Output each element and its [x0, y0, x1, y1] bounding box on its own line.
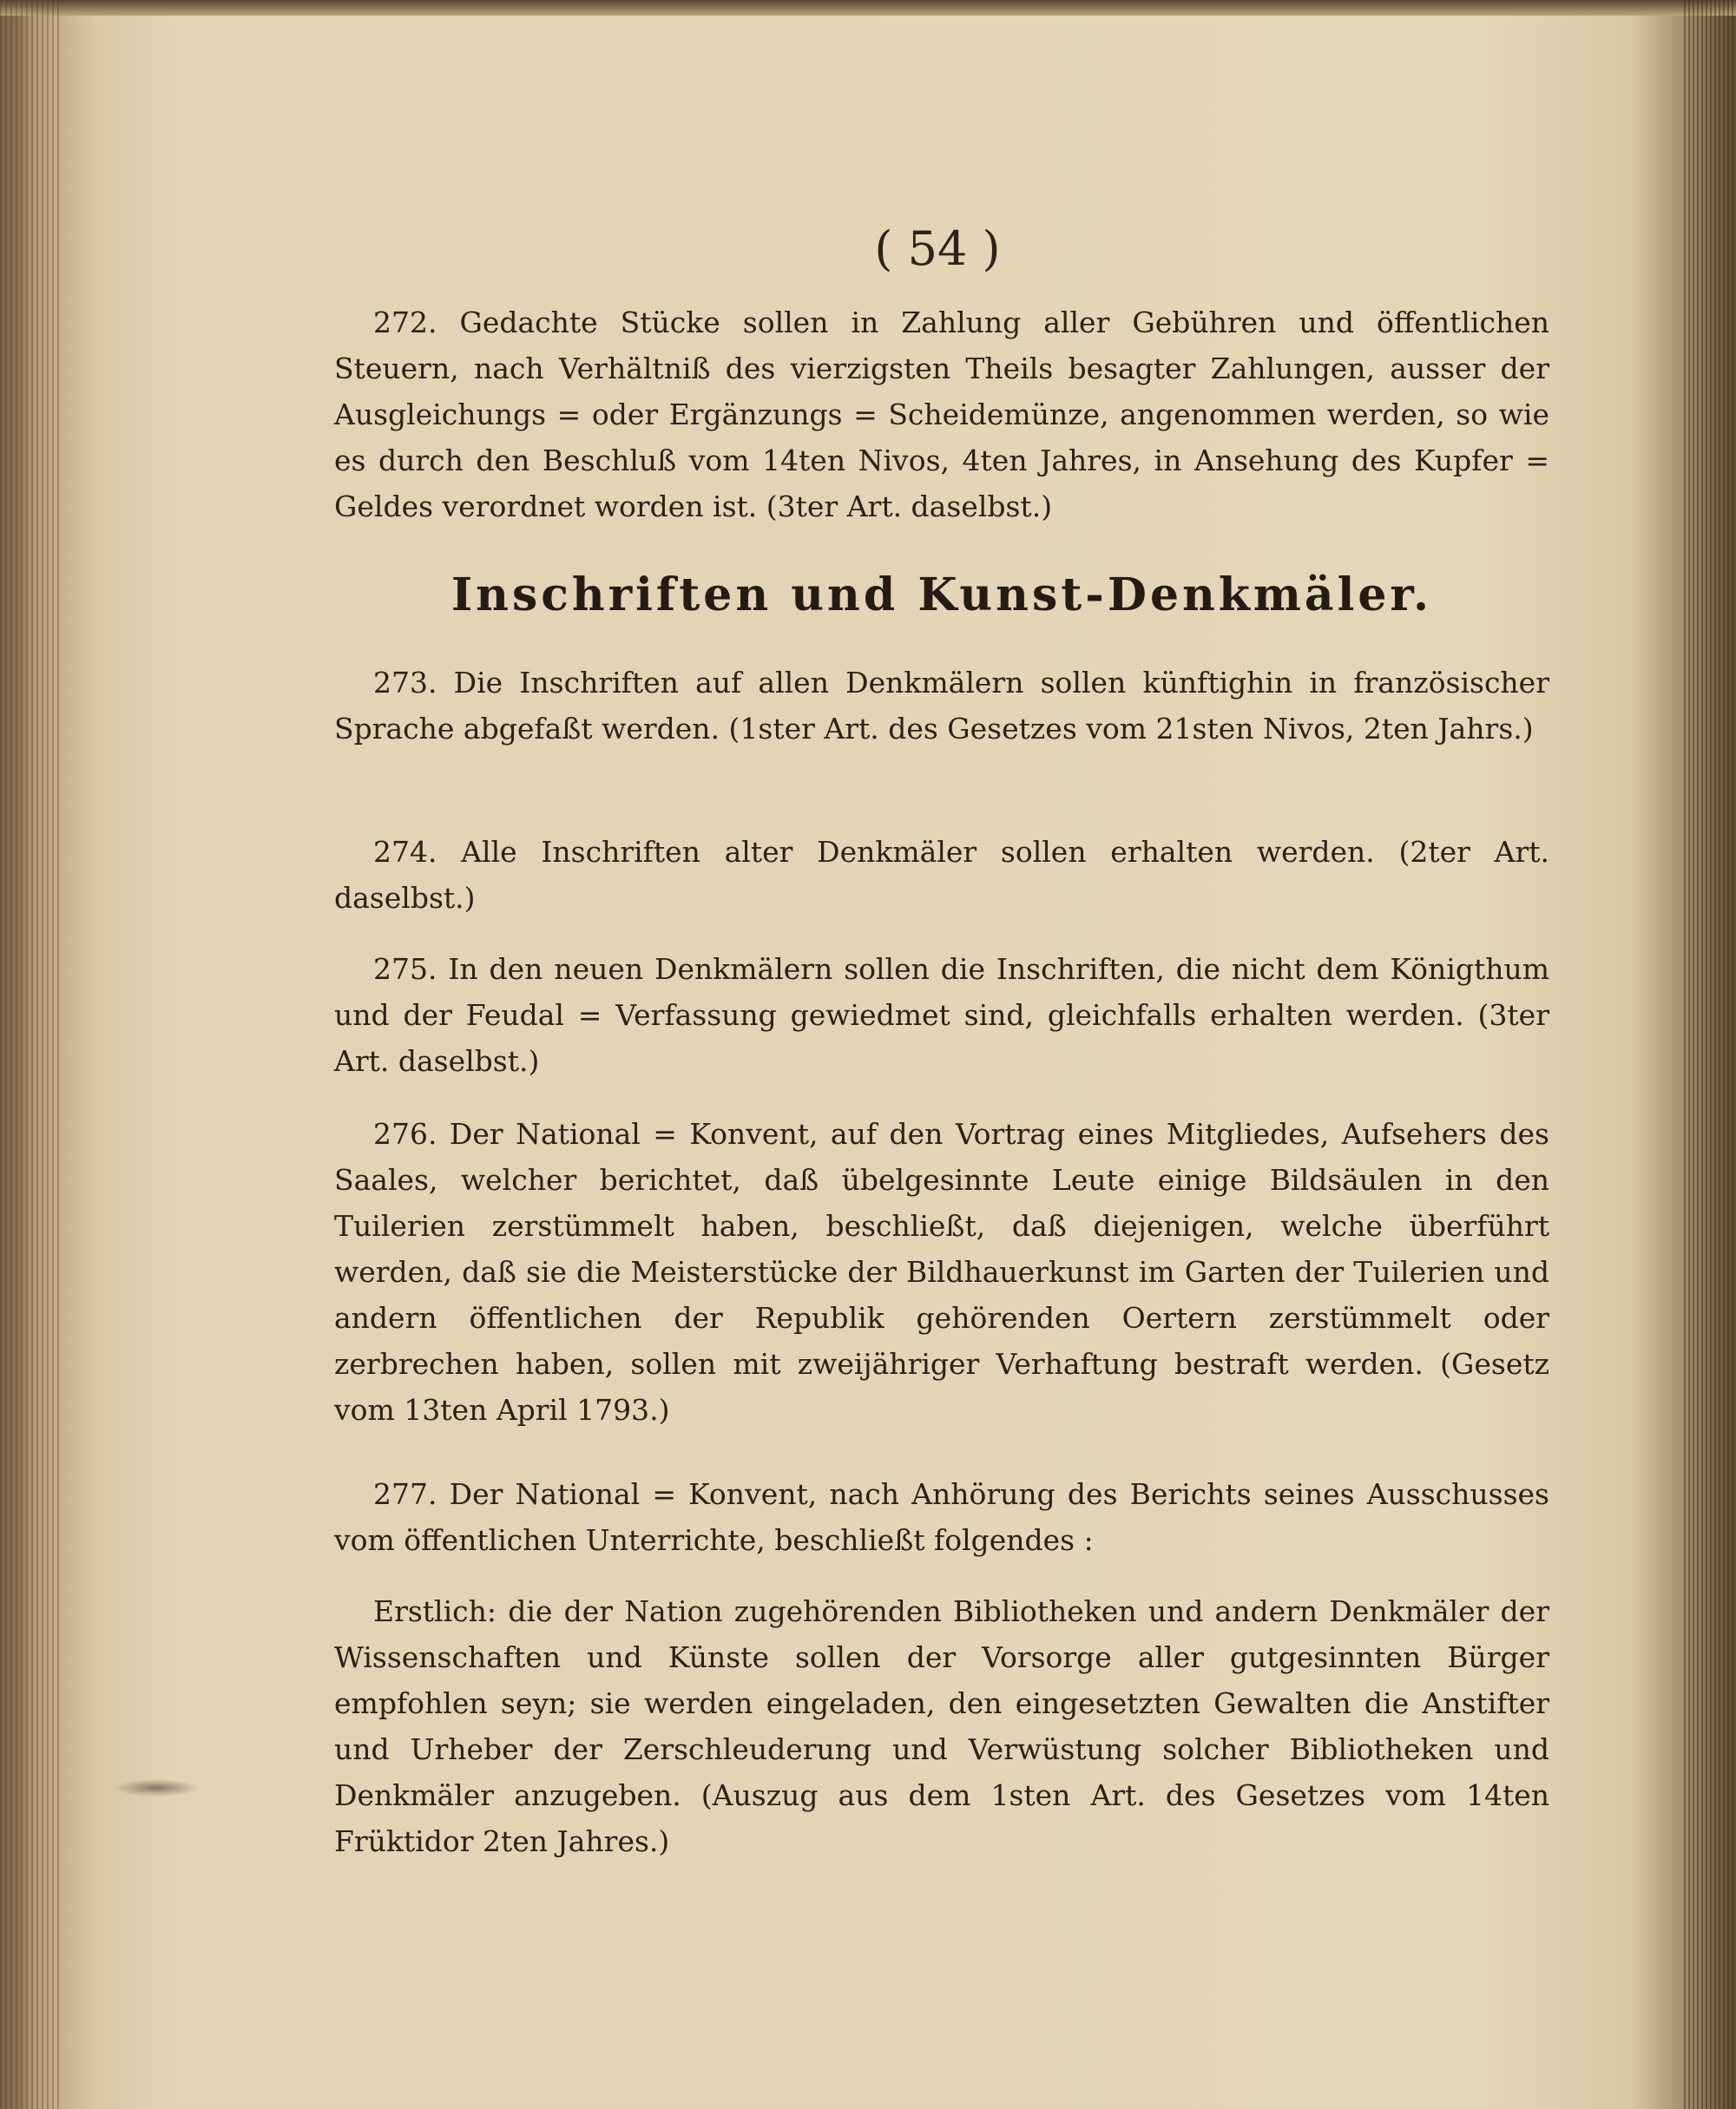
paragraph-277-continued [334, 1588, 1549, 1864]
paragraph-277-text: 277. Der National = Konvent, nach Anhörung des Berichts seines Ausschusses vom öffentlichen Unterrichte, beschließt folgendes : [334, 1477, 1549, 1557]
paragraph-277a-text: Erstlich: die der Nation zugehörenden Bibliotheken und andern Denkmäler der Wissenschaften und Künste sollen der Vorsorge aller gutgesinnten Bürger empfohlen seyn; sie werden eingeladen, den eingesetzten Gewalten die Anstifter und Urheber der Zerschleuderung und Verwüstung solcher Bibliotheken und Denkmäler anzugeben. (Auszug aus dem 1sten Art. des Gesetzes vom 14ten Früktidor 2ten Jahres.) [334, 1594, 1549, 1858]
book-left-page-edges [0, 0, 61, 2109]
ink-smudge [113, 1779, 200, 1797]
paragraph-272-text: 272. Gedachte Stücke sollen in Zahlung aller Gebühren und öffentlichen Steuern, nach Verhältniß des vierzigsten Theils besagter Zahlungen, ausser der Ausgleichungs = oder Ergänzungs = Scheidemünze, angenommen werden, so wie es durch den Beschluß vom 14ten Nivos, 4ten Jahres, in Ansehung des Kupfer = Geldes verordnet worden ist. (3ter Art. daselbst.) [334, 306, 1549, 523]
paragraph-275 [334, 946, 1549, 1084]
paragraph-273 [334, 660, 1549, 752]
paragraph-273-text: 273. Die Inschriften auf allen Denkmälern sollen künftighin in französischer Sprache abgefaßt werden. (1ster Art. des Gesetzes vom 21sten Nivos, 2ten Jahrs.) [334, 666, 1549, 746]
paragraph-277 [334, 1471, 1549, 1563]
paragraph-272 [334, 299, 1549, 529]
paragraph-275-text: 275. In den neuen Denkmälern sollen die Inschriften, die nicht dem Königthum und der Feudal = Verfassung gewiedmet sind, gleichfalls erhalten werden. (3ter Art. daselbst.) [334, 952, 1549, 1078]
paragraph-274 [334, 829, 1549, 921]
paragraph-274-text: 274. Alle Inschriften alter Denkmäler sollen erhalten werden. (2ter Art. daselbst.) [334, 835, 1549, 915]
book-right-page-edges [1684, 0, 1736, 2109]
paragraph-276-text: 276. Der National = Konvent, auf den Vortrag eines Mitgliedes, Aufsehers des Saales, welcher berichtet, daß übelgesinnte Leute einige Bildsäulen in den Tuilerien zerstümmelt haben, beschließt, daß diejenigen, welche überführt werden, daß sie die Meisterstücke der Bildhauerkunst im Garten der Tuilerien und andern öffentlichen der Republik gehörenden Oertern zerstümmelt oder zerbrechen haben, sollen mit zweijähriger Verhaftung bestraft werden. (Gesetz vom 13ten April 1793.) [334, 1117, 1549, 1427]
page-top-edge [0, 0, 1736, 16]
page-number: ( 54 ) [874, 221, 1001, 276]
section-heading: Inschriften und Kunst-Denkmäler. [450, 568, 1433, 621]
paragraph-276 [334, 1111, 1549, 1433]
